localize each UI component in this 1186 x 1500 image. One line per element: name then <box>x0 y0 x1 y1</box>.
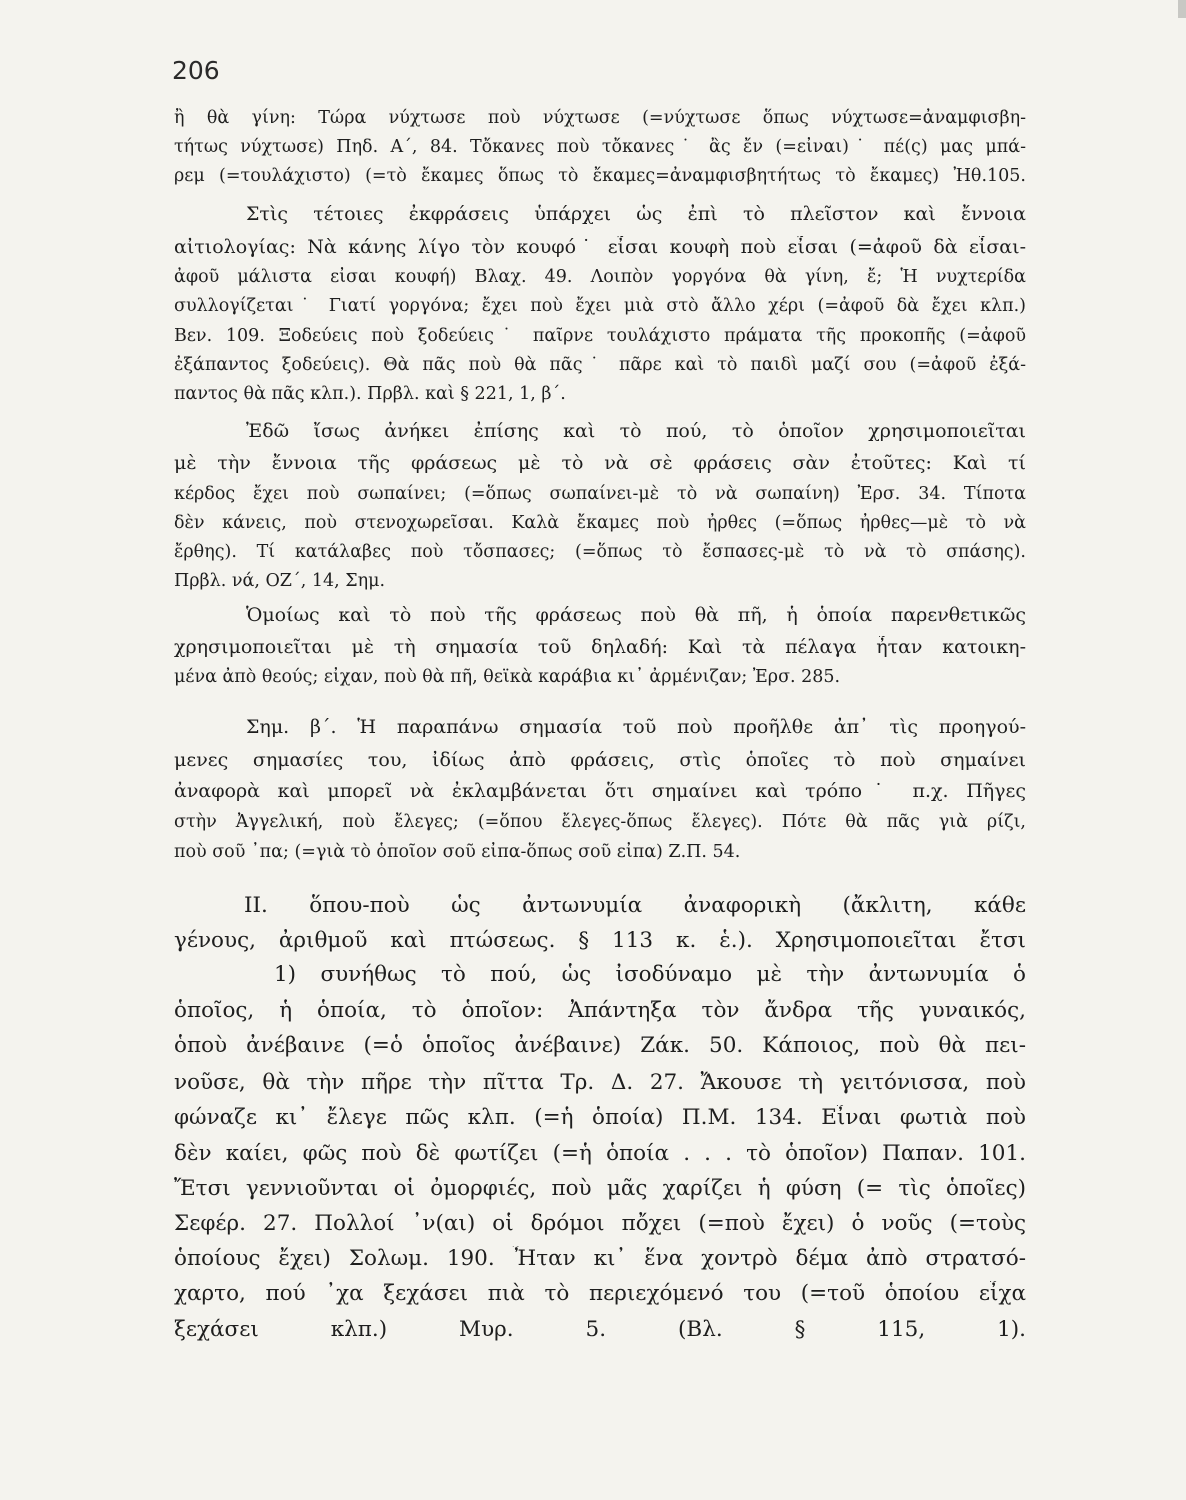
text-line: κέρδος ἔχει ποὺ σωπαίνει; (=ὅπως σωπαίνει-μὲ τὸ νὰ σωπαίνη) Ἐρσ. 34. Τίποτα <box>174 484 1026 504</box>
text-line: ἐξάπαντος ξοδεύεις). Θὰ πᾶς ποὺ θὰ πᾶς˙ πᾶρε καὶ τὸ παιδὶ μαζί σου (=ἀφοῦ ἐξά- <box>174 355 1026 375</box>
text-line: ρεμ (=τουλάχιστο) (=τὸ ἔκαμες ὅπως τὸ ἔκαμες=ἀναμφισβητήτως τὸ ἔκαμες) Ἠθ.105. <box>174 166 1026 186</box>
text-line: ποὺ σοῦ ᾽πα; (=γιὰ τὸ ὁποῖον σοῦ εἶπα-ὅπως σοῦ εἶπα) Ζ.Π. 54. <box>174 842 741 862</box>
text-line: ὁποίους ἔχει) Σολωμ. 190. Ἦταν κι᾽ ἕνα χοντρὸ δέμα ἀπὸ στρατσό- <box>174 1246 1026 1271</box>
text-line: αἰτιολογίας: Νὰ κάνης λίγο τὸν κουφό˙ εἶσαι κουφὴ ποὺ εἶσαι (=ἀφοῦ δὰ εἶσαι- <box>174 236 1026 258</box>
text-line: μὲ τὴν ἔννοια τῆς φράσεως μὲ τὸ νὰ σὲ φράσεις σὰν ἐτοῦτες: Καὶ τί <box>174 452 1026 474</box>
text-line: γένους, ἀριθμοῦ καὶ πτώσεως. § 113 κ. ἑ.). Χρησιμοποιεῖται ἔτσι <box>174 928 1026 953</box>
page-number: 206 <box>172 56 220 85</box>
text-line: Πρβλ. νά, ΟΖ΄, 14, Σημ. <box>174 571 386 591</box>
text-line: ὁποὺ ἀνέβαινε (=ὁ ὁποῖος ἀνέβαινε) Ζάκ. 50. Κάποιος, ποὺ θὰ πει- <box>174 1033 1026 1058</box>
text-line: δὲν κάνεις, ποὺ στενοχωρεῖσαι. Καλὰ ἔκαμες ποὺ ἦρθες (=ὅπως ἦρθες—μὲ τὸ νὰ <box>174 513 1026 533</box>
text-line: φώναζε κι᾽ ἔλεγε πῶς κλπ. (=ἡ ὁποία) Π.Μ. 134. Εἶναι φωτιὰ ποὺ <box>174 1105 1026 1130</box>
text-line: ἢ θὰ γίνη: Τώρα νύχτωσε ποὺ νύχτωσε (=νύχτωσε ὅπως νύχτωσε=ἀναμφισβη- <box>174 108 1026 128</box>
text-line: Βεν. 109. Ξοδεύεις ποὺ ξοδεύεις˙ παῖρνε τουλάχιστο πράματα τῆς προκοπῆς (=ἀφοῦ <box>174 326 1026 346</box>
text-line: ὁποῖος, ἡ ὁποία, τὸ ὁποῖον: Ἀπάντηξα τὸν ἄνδρα τῆς γυναικός, <box>174 998 1026 1023</box>
text-line: ἀναφορὰ καὶ μπορεῖ νὰ ἐκλαμβάνεται ὅτι σημαίνει καὶ τρόπο˙ π.χ. Πῆγες <box>174 780 1026 802</box>
text-line: νοῦσε, θὰ τὴν πῆρε τὴν πῖττα Τρ. Δ. 27. Ἄκουσε τὴ γειτόνισσα, ποὺ <box>174 1070 1026 1095</box>
text-line: μένα ἀπὸ θεούς; εἶχαν, ποὺ θὰ πῆ, θεϊκὰ καράβια κι᾽ ἀρμένιζαν; Ἐρσ. 285. <box>174 667 841 687</box>
text-line: μενες σημασίες του, ἰδίως ἀπὸ φράσεις, στὶς ὁποῖες τὸ ποὺ σημαίνει <box>174 749 1026 771</box>
text-line: τήτως νύχτωσε) Πηδ. Α΄, 84. Τὄκανες ποὺ τὄκανες˙ ἂς ἔν (=εἶναι)˙ πέ(ς) μας μπά- <box>174 137 1026 157</box>
text-line: Ἐδῶ ἴσως ἀνήκει ἐπίσης καὶ τὸ πού, τὸ ὁποῖον χρησιμοποιεῖται <box>246 420 1026 442</box>
text-line: Στὶς τέτοιες ἐκφράσεις ὑπάρχει ὡς ἐπὶ τὸ πλεῖστον καὶ ἔννοια <box>246 203 1026 225</box>
text-line: χρησιμοποιεῖται μὲ τὴ σημασία τοῦ δηλαδή: Καὶ τὰ πέλαγα ἦταν κατοικη- <box>174 636 1026 658</box>
page-edge-mark <box>1178 0 1186 18</box>
text-line: 1) συνήθως τὸ πού, ὡς ἰσοδύναμο μὲ τὴν ἀντωνυμία ὁ <box>274 962 1026 987</box>
text-line: ἔρθης). Τί κατάλαβες ποὺ τὄσπασες; (=ὅπως τὸ ἔσπασες-μὲ τὸ νὰ τὸ σπάσης). <box>174 542 1026 562</box>
text-line: ἀφοῦ μάλιστα εἶσαι κουφή) Βλαχ. 49. Λοιπὸν γοργόνα θὰ γίνη, ἔ; Ἡ νυχτερίδα <box>174 267 1026 287</box>
text-line: Σημ. β΄. Ἡ παραπάνω σημασία τοῦ ποὺ προῆλθε ἀπ᾽ τὶς προηγού- <box>246 716 1026 738</box>
section-heading: ΙΙ. ὅπου-ποὺ ὡς ἀντωνυμία ἀναφορικὴ (ἄκλιτη, κάθε <box>244 893 1026 918</box>
text-line: ξεχάσει κλπ.) Μυρ. 5. (Βλ. § 115, 1). <box>174 1317 1026 1342</box>
text-line: δὲν καίει, φῶς ποὺ δὲ φωτίζει (=ἡ ὁποία . . . τὸ ὁποῖον) Παπαν. 101. <box>174 1141 1026 1166</box>
text-line: Σεφέρ. 27. Πολλοί ᾽ν(αι) οἱ δρόμοι πὄχει (=ποὺ ἔχει) ὁ νοῦς (=τοὺς <box>174 1211 1026 1236</box>
text-line: Ἔτσι γεννιοῦνται οἱ ὀμορφιές, ποὺ μᾶς χαρίζει ἡ φύση (= τὶς ὁποῖες) <box>174 1176 1026 1201</box>
text-line: συλλογίζεται˙ Γιατί γοργόνα; ἔχει ποὺ ἔχει μιὰ στὸ ἄλλο χέρι (=ἀφοῦ δὰ ἔχει κλπ.) <box>174 296 1026 316</box>
text-line: παντος θὰ πᾶς κλπ.). Πρβλ. καὶ § 221, 1, β΄. <box>174 384 566 404</box>
text-line: Ὁμοίως καὶ τὸ ποὺ τῆς φράσεως ποὺ θὰ πῆ, ἡ ὁποία παρενθετικῶς <box>246 604 1026 626</box>
text-line: χαρτο, πού ᾽χα ξεχάσει πιὰ τὸ περιεχόμενό του (=τοῦ ὁποίου εἶχα <box>174 1281 1026 1306</box>
text-line: στὴν Ἀγγελική, ποὺ ἔλεγες; (=ὅπου ἔλεγες-ὅπως ἔλεγες). Πότε θὰ πᾶς γιὰ ρίζι, <box>174 812 1026 832</box>
